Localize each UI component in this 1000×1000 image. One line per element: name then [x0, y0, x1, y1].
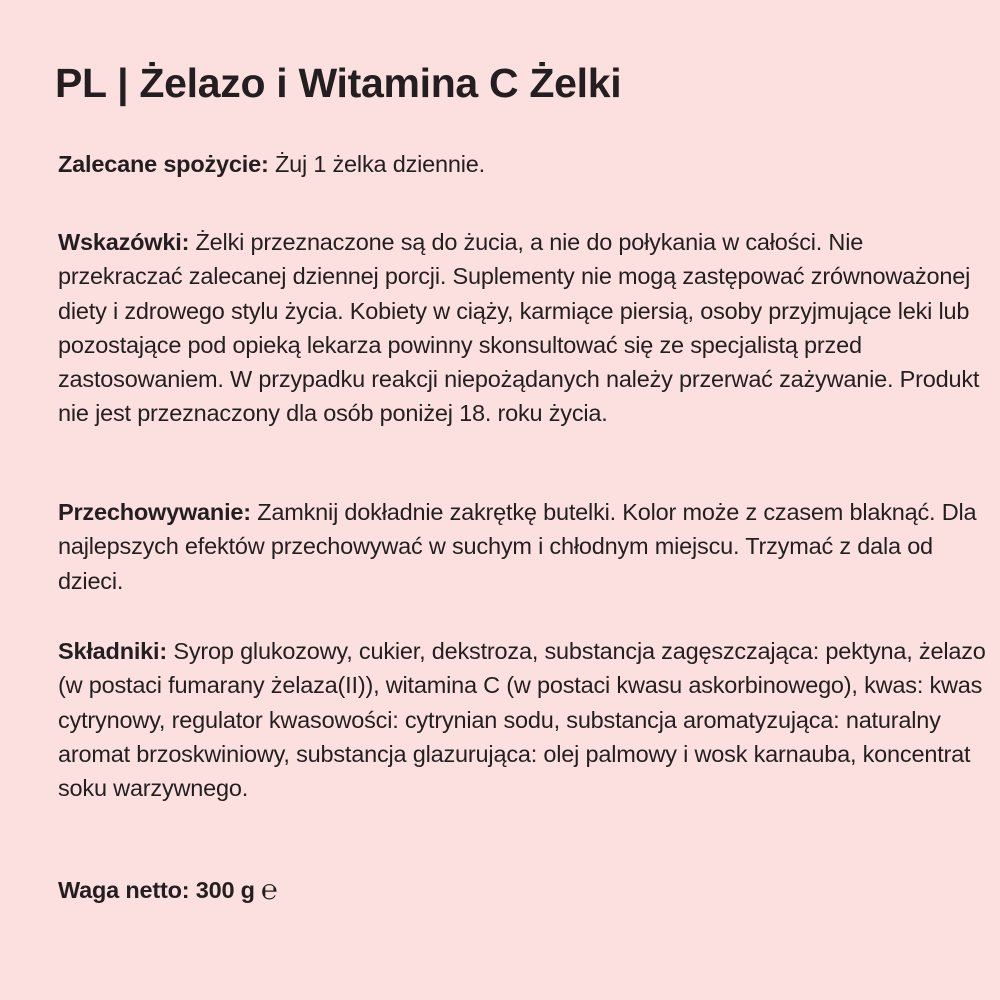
page-title: PL | Żelazo i Witamina C Żelki — [55, 60, 622, 106]
storage-text: Zamknij dokładnie zakrętkę butelki. Kolor może z czasem blaknąć. Dla najlepszych efektów przechowywać w suchym i chłodnym miejscu. Trzymać z dala od dzieci. — [58, 499, 977, 594]
estimated-sign-icon: ℮ — [260, 873, 278, 906]
directions-label: Wskazówki: — [58, 229, 190, 255]
ingredients-label: Składniki: — [58, 638, 168, 664]
ingredients-text: Syrop glukozowy, cukier, dekstroza, substancja zagęszczająca: pektyna, żelazo (w postaci fumarany żelaza(II)), witamina C (w postaci kwasu askorbinowego), kwas: kwas cytrynowy, regulator kwasowości: cytrynian sodu, substancja aromatyzująca: naturalny aromat brzoskwiniowy, substancja glazurująca: olej palmowy i wosk karnauba, koncentrat soku warzywnego. — [58, 638, 986, 802]
net-weight-label: Waga netto: 300 g — [58, 877, 255, 903]
recommended-intake-section — [58, 147, 988, 181]
storage-section — [58, 495, 988, 598]
recommended-intake-label: Zalecane spożycie: — [58, 151, 269, 177]
net-weight-section — [58, 873, 988, 907]
directions-text: Żelki przeznaczone są do żucia, a nie do połykania w całości. Nie przekraczać zalecanej dziennej porcji. Suplementy nie mogą zastępować zrównoważonej diety i zdrowego stylu życia. Kobiety w ciąży, karmiące piersią, osoby przyjmujące leki lub pozostające pod opieką lekarza powinny skonsultować się ze specjalistą przed zastosowaniem. W przypadku reakcji niepożądanych należy przerwać zażywanie. Produkt nie jest przeznaczony dla osób poniżej 18. roku życia. — [58, 229, 980, 427]
storage-label: Przechowywanie: — [58, 499, 251, 525]
directions-section — [58, 225, 988, 431]
recommended-intake-text: Żuj 1 żelka dziennie. — [268, 151, 485, 177]
ingredients-section — [58, 634, 988, 805]
